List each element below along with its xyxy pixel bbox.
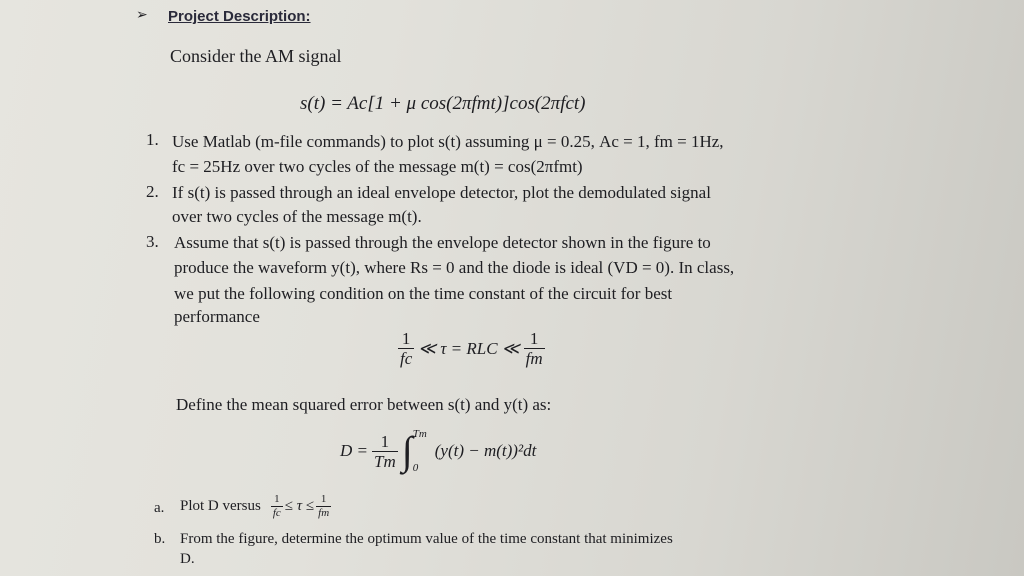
sub-item-b-label: b. xyxy=(154,531,166,547)
item-3-line-2: produce the waveform y(t), where Rs = 0 and the diode is ideal (VD = 0). In class, xyxy=(174,258,735,277)
sub-item-a-left-numerator: 1 xyxy=(274,493,280,505)
bullet-arrow-icon: ➢ xyxy=(136,6,148,22)
error-fraction-numerator: 1 xyxy=(380,431,390,451)
signal-equation: s(t) = Ac[1 + μ cos(2πfmt)]cos(2πfct) xyxy=(300,93,586,114)
intro-text: Consider the AM signal xyxy=(170,46,342,66)
condition-left-denominator: fc xyxy=(400,349,413,368)
condition-right-denominator: fm xyxy=(525,349,543,368)
sub-item-a-text: Plot D versus xyxy=(180,498,261,514)
condition-right-fraction xyxy=(524,330,545,367)
item-1-number: 1. xyxy=(146,130,159,149)
error-equation xyxy=(340,428,536,474)
integral-upper-limit: Tm xyxy=(412,428,427,440)
error-fraction-denominator: Tm xyxy=(374,451,396,471)
sub-item-a-right-fraction xyxy=(316,494,331,519)
item-2-line-1: If s(t) is passed through an ideal envelope detector, plot the demodulated signal xyxy=(172,183,711,202)
time-constant-condition xyxy=(398,330,545,367)
condition-left-fraction xyxy=(398,330,414,367)
sub-item-b-line-1: From the figure, determine the optimum value of the time constant that minimizes xyxy=(180,531,673,547)
item-1-line-1: Use Matlab (m-file commands) to plot s(t) assuming μ = 0.25, Ac = 1, fm = 1Hz, xyxy=(172,132,724,151)
item-1-line-2: fc = 25Hz over two cycles of the message m(t) = cos(2πfmt) xyxy=(172,157,583,176)
sub-item-b-line-2: D. xyxy=(180,551,195,567)
sub-item-a xyxy=(180,494,331,519)
integral-lower-limit: 0 xyxy=(412,462,419,474)
sub-item-a-left-denominator: fc xyxy=(272,507,281,519)
define-text: Define the mean squared error between s(t) and y(t) as: xyxy=(176,395,552,414)
integral-sign: ∫ xyxy=(401,428,413,473)
item-3-line-1: Assume that s(t) is passed through the envelope detector shown in the figure to xyxy=(174,233,711,252)
sub-item-a-left-fraction xyxy=(271,494,283,519)
item-2-number: 2. xyxy=(146,182,159,201)
sub-item-a-label: a. xyxy=(154,500,165,516)
item-2-line-2: over two cycles of the message m(t). xyxy=(172,207,422,226)
integral-limits xyxy=(413,428,427,474)
error-lhs: D = xyxy=(340,441,368,460)
condition-left-numerator: 1 xyxy=(401,329,411,348)
sub-item-a-right-denominator: fm xyxy=(318,507,330,519)
item-3-number: 3. xyxy=(146,232,159,251)
condition-middle: ≪ τ = RLC ≪ xyxy=(418,338,520,358)
item-3-line-4: performance xyxy=(174,307,260,326)
sub-item-a-inequality: ≤ τ ≤ xyxy=(284,498,315,514)
error-fraction xyxy=(372,433,398,470)
item-3-line-3: we put the following condition on the time constant of the circuit for best xyxy=(174,284,673,303)
sub-item-a-right-numerator: 1 xyxy=(320,493,327,505)
integrand: (y(t) − m(t))²dt xyxy=(434,441,537,460)
condition-right-numerator: 1 xyxy=(529,329,539,348)
project-title: Project Description: xyxy=(168,8,311,25)
